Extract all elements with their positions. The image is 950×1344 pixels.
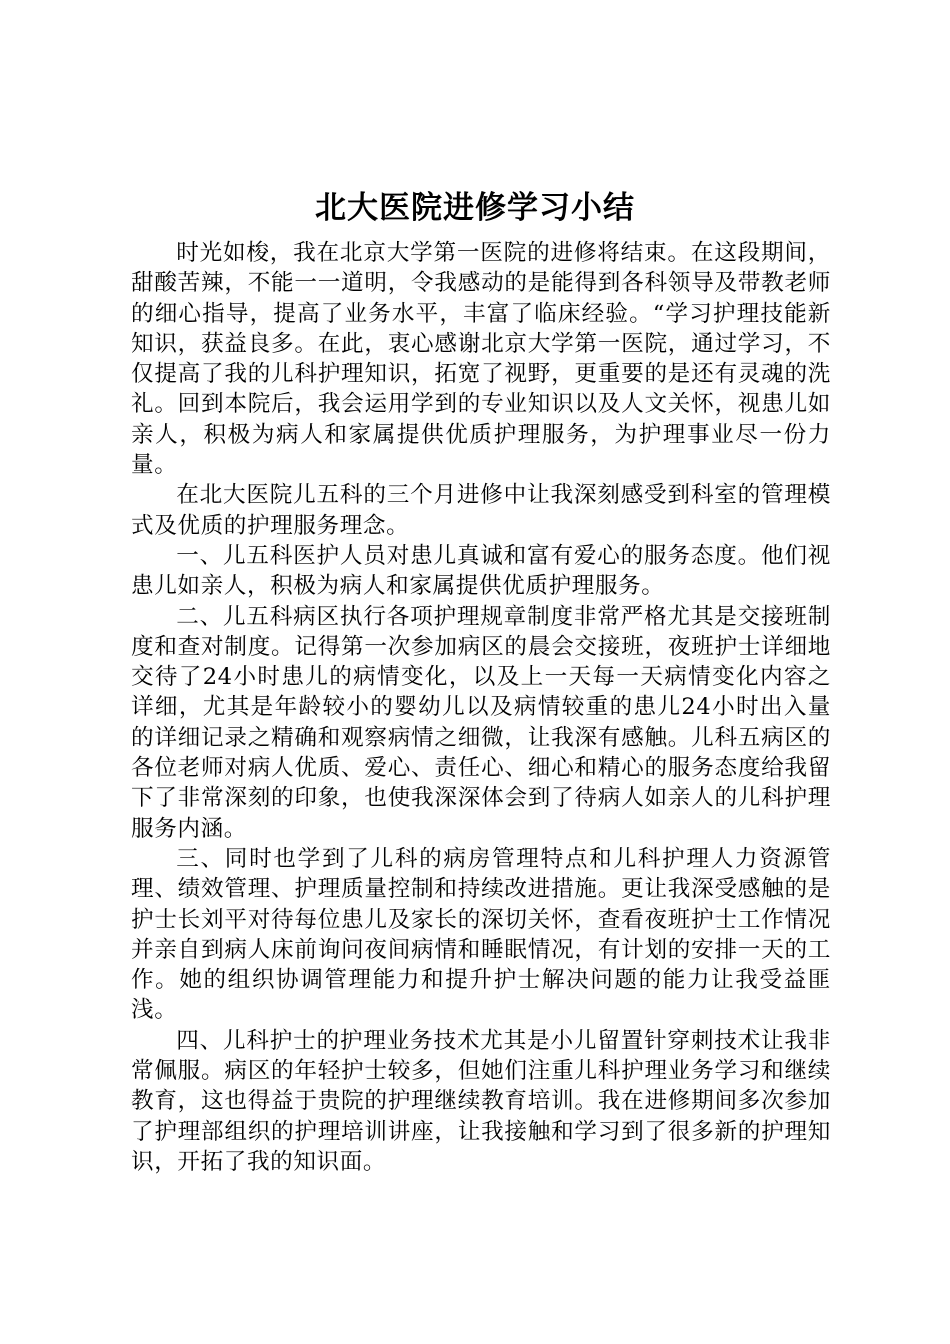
paragraph-point-2: 二、儿五科病区执行各项护理规章制度非常严格尤其是交接班制度和查对制度。记得第一次参加病区的晨会交接班，夜班护士详细地交待了24小时患儿的病情变化，以及上一天每一天病情变化内容之详细，尤其是年龄较小的婴幼儿以及病情较重的患儿24小时出入量的详细记录之精确和观察病情之细微，让我深有感触。儿科五病区的各位老师对病人优质、爱心、责任心、细心和精心的服务态度给我留下了非常深刻的印象，也使我深深体会到了待病人如亲人的儿科护理服务内涵。	[131, 603, 831, 842]
paragraph-intro: 时光如梭，我在北京大学第一医院的进修将结束。在这段期间，甜酸苦辣，不能一一道明，令我感动的是能得到各科领导及带教老师的细心指导，提高了业务水平，丰富了临床经验。“学习护理技能新知识，获益良多。在此，衷心感谢北京大学第一医院，通过学习，不仅提高了我的儿科护理知识，拓宽了视野，更重要的是还有灵魂的洗礼。回到本院后，我会运用学到的专业知识以及人文关怀，视患儿如亲人，积极为病人和家属提供优质护理服务，为护理事业尽一份力量。	[131, 240, 831, 479]
paragraph-point-3: 三、同时也学到了儿科的病房管理特点和儿科护理人力资源管理、绩效管理、护理质量控制和持续改进措施。更让我深受感触的是护士长刘平对待每位患儿及家长的深切关怀，查看夜班护士工作情况并亲自到病人床前询问夜间病情和睡眠情况，有计划的安排一天的工作。她的组织协调管理能力和提升护士解决问题的能力让我受益匪浅。	[131, 845, 831, 1024]
paragraph-point-4: 四、儿科护士的护理业务技术尤其是小儿留置针穿刺技术让我非常佩服。病区的年轻护士较多，但她们注重儿科护理业务学习和继续教育，这也得益于贵院的护理继续教育培训。我在进修期间多次参加了护理部组织的护理培训讲座，让我接触和学习到了很多新的护理知识，开拓了我的知识面。	[131, 1027, 831, 1175]
paragraph-overview: 在北大医院儿五科的三个月进修中让我深刻感受到科室的管理模式及优质的护理服务理念。	[131, 482, 831, 539]
document-title: 北大医院进修学习小结	[315, 190, 635, 226]
paragraph-point-1: 一、儿五科医护人员对患儿真诚和富有爱心的服务态度。他们视患儿如亲人，积极为病人和家属提供优质护理服务。	[131, 542, 831, 600]
document-body	[131, 238, 831, 1177]
